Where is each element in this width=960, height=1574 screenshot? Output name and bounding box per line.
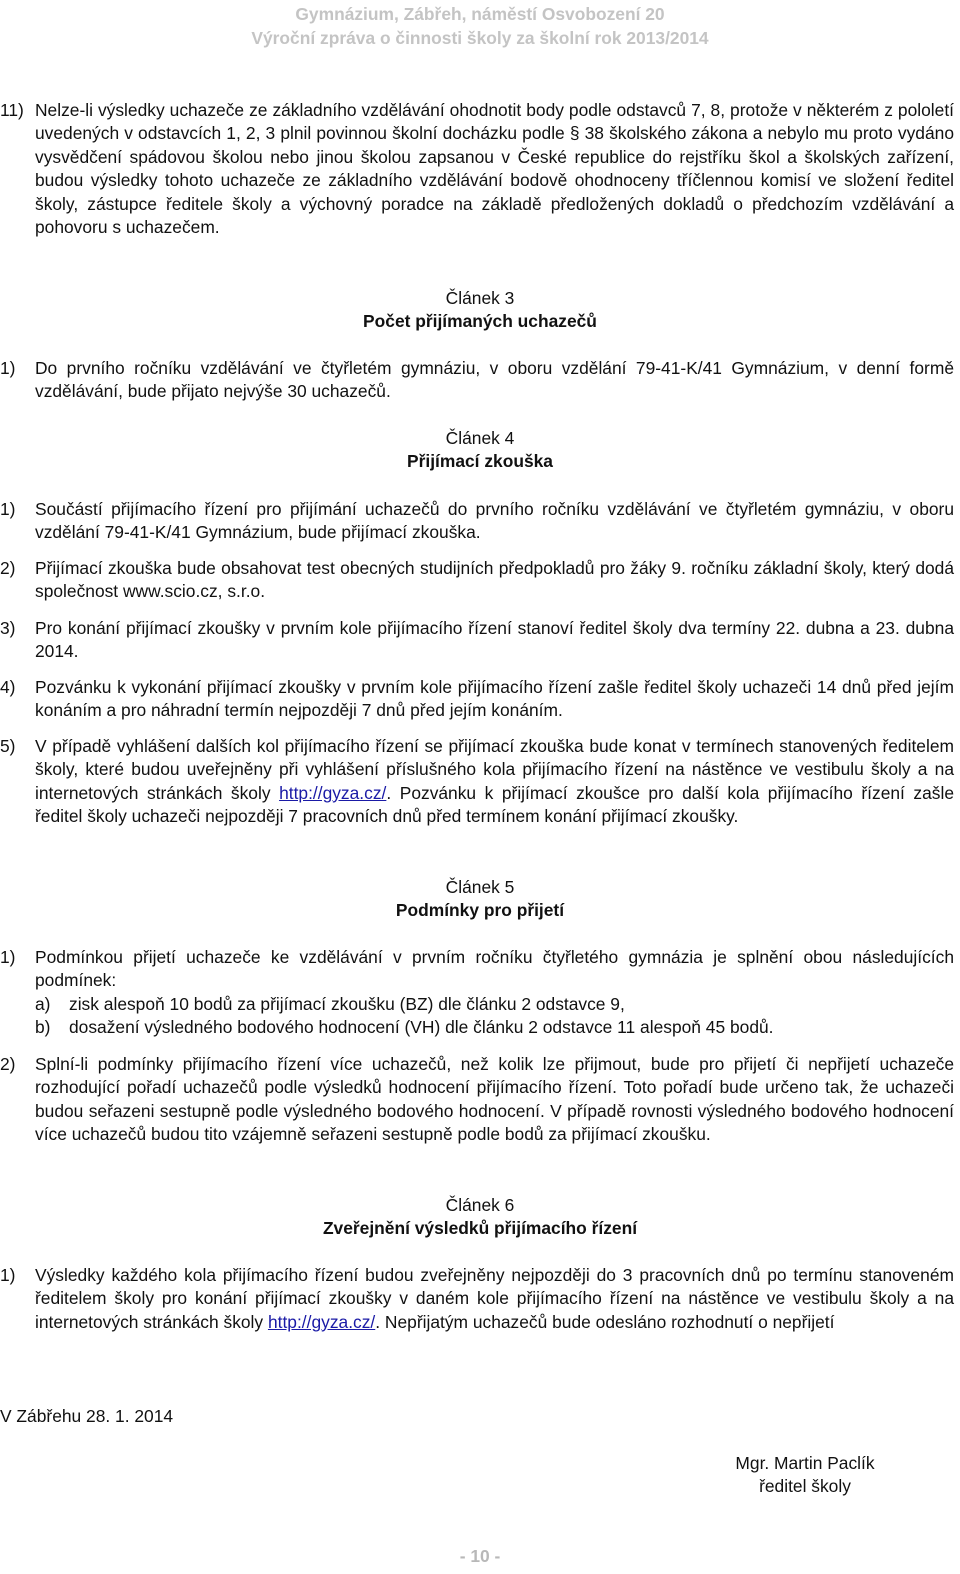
item-text-part: Výsledky každého kola přijímacího řízení budou zveřejněny nejpozději do 3 pracovních dnů po termínu stanoveném ředitelem školy pro konání přijímací zkoušky v daném kole přijímacího řízení na nástěnce ve vestibulu školy a na internetových stránkách školy xyxy=(35,1265,954,1332)
page-header xyxy=(0,2,960,50)
item-number: 1) xyxy=(0,1265,16,1285)
header-school-name: Gymnázium, Zábřeh, náměstí Osvobození 20 xyxy=(295,4,665,24)
article-label: Článek 4 xyxy=(445,428,515,448)
place-date: V Zábřehu 28. 1. 2014 xyxy=(0,1406,174,1426)
article-6-heading xyxy=(0,1194,960,1241)
item-text xyxy=(35,1264,954,1334)
paragraph-number: 11) xyxy=(0,100,24,120)
item-number: 3) xyxy=(0,618,16,638)
item-text-part: . Nepřijatým uchazečů bude odesláno rozhodnutí o nepřijetí xyxy=(375,1311,835,1332)
sublist-label: b) xyxy=(35,1017,51,1038)
article-title: Přijímací zkouška xyxy=(407,451,553,472)
article-4-item-3 xyxy=(0,617,954,664)
item-text-part: . Pozvánku k přijímací zkoušce pro další kola přijímacího řízení zašle ředitel školy uchazeči nejpozději 7 pracovních dnů před termínem konání přijímací zkoušky. xyxy=(35,782,955,827)
article-3-item-1 xyxy=(0,357,954,404)
item-number: 1) xyxy=(0,947,16,967)
sublist-label: a) xyxy=(35,994,51,1014)
item-text: Součástí přijímacího řízení pro přijímání uchazečů do prvního ročníku vzdělávání ve čtyřletém gymnáziu, v oboru vzdělání 79-41-K/41 Gymnázium, bude přijímací zkouška. xyxy=(35,499,954,543)
item-text: Splní-li podmínky přijímacího řízení více uchazečů, než kolik lze přijmout, bude pro přijetí či nepřijetí uchazeče rozhodující pořadí uchazečů podle výsledků hodnocení přijímacího řízení. Toto pořadí bude určeno tak, že uchazeči budou seřazeni sestupně podle výsledného bodového hodnocení. V případě rovnosti výsledného bodového hodnocení více uchazečů budou tito vzájemně seřazeni sestupně podle bodů za přijímací zkoušku. xyxy=(35,1054,954,1145)
sublist-item-b xyxy=(35,1016,954,1039)
article-label: Článek 6 xyxy=(445,1195,515,1215)
item-text: Pro konání přijímací zkoušky v prvním kole přijímacího řízení stanoví ředitel školy dva termíny 22. dubna a 23. dubna 2014. xyxy=(35,618,954,662)
article-label: Článek 5 xyxy=(445,877,515,897)
article-title: Zveřejnění výsledků přijímacího řízení xyxy=(322,1218,638,1239)
header-report-title: Výroční zpráva o činnosti školy za školní rok 2013/2014 xyxy=(251,28,709,48)
article-4-item-5 xyxy=(0,735,954,829)
item-number: 2) xyxy=(0,558,16,578)
sublist-item-a xyxy=(35,993,954,1016)
article-6-item-1 xyxy=(0,1264,954,1334)
item-text-part: V případě vyhlášení dalších kol přijímacího řízení se přijímací zkouška bude konat v termínech stanovených ředitelem školy, které budou uveřejněny při vyhlášení příslušného kola přijímacího řízení na nástěnce ve vestibulu školy a na internetových stránkách školy xyxy=(35,736,954,803)
item-text xyxy=(35,735,954,829)
paragraph-11 xyxy=(0,99,954,239)
article-label: Článek 3 xyxy=(445,288,515,308)
item-text: Přijímací zkouška bude obsahovat test obecných studijních předpokladů pro žáky 9. ročníku základní školy, který dodá společnost www.scio.cz, s.r.o. xyxy=(35,558,954,602)
article-3-heading xyxy=(0,287,960,334)
item-number: 1) xyxy=(0,358,16,378)
article-5-item-2 xyxy=(0,1053,954,1147)
school-website-link[interactable]: http://gyza.cz/ xyxy=(267,1311,376,1332)
item-number: 4) xyxy=(0,677,16,697)
conditions-sublist xyxy=(35,993,954,1040)
article-5-item-1 xyxy=(0,946,954,993)
article-title: Počet přijímaných uchazečů xyxy=(363,311,597,332)
signature-block xyxy=(700,1452,910,1499)
item-number: 2) xyxy=(0,1054,16,1074)
sublist-text: zisk alespoň 10 bodů za přijímací zkoušku (BZ) dle článku 2 odstavce 9, xyxy=(69,994,625,1014)
item-number: 5) xyxy=(0,736,16,756)
sublist-text: dosažení výsledného bodového hodnocení (VH) dle článku 2 odstavce 11 alespoň 45 bodů. xyxy=(69,1017,774,1038)
article-4-item-2 xyxy=(0,557,954,604)
article-4-item-1 xyxy=(0,498,954,545)
paragraph-text: Nelze-li výsledky uchazeče ze základního vzdělávání ohodnotit body podle odstavců 7, 8, protože v některém z pololetí uvedených v odstavcích 1, 2, 3 plnil povinnou školní docházku podle § 38 školského zákona a nebylo mu proto vydáno vysvědčení spádovou školou nebo jinou školou zapsanou v České republice do rejstříku škol a školských zařízení, budou výsledky tohoto uchazeče ze základního vzdělávání bodově ohodnoceny tříčlennou komisí ve složení ředitel školy, zástupce ředitele školy a výchovný poradce na základě předložených dokladů o předchozím vzdělávání a pohovoru s uchazečem. xyxy=(35,100,954,238)
item-text: Pozvánku k vykonání přijímací zkoušky v prvním kole přijímacího řízení zašle ředitel školy uchazeči 14 dnů před jejím konáním a pro náhradní termín nejpozději 7 dnů před jejím konáním. xyxy=(35,677,954,721)
article-title: Podmínky pro přijetí xyxy=(395,900,565,921)
item-text: Podmínkou přijetí uchazeče ke vzdělávání v prvním ročníku čtyřletého gymnázia je splnění obou následujících podmínek: xyxy=(35,947,954,991)
page-number: - 10 - xyxy=(459,1546,501,1566)
article-5-heading xyxy=(0,876,960,923)
article-4-heading xyxy=(0,427,960,474)
item-number: 1) xyxy=(0,499,16,519)
signatory-role: ředitel školy xyxy=(759,1476,851,1497)
school-website-link[interactable]: http://gyza.cz/ xyxy=(279,782,387,803)
article-4-item-4 xyxy=(0,676,954,723)
item-text: Do prvního ročníku vzdělávání ve čtyřletém gymnáziu, v oboru vzdělání 79-41-K/41 Gymnázium, v denní formě vzdělávání, bude přijato nejvýše 30 uchazečů. xyxy=(35,358,954,402)
signatory-name: Mgr. Martin Paclík xyxy=(735,1453,875,1473)
